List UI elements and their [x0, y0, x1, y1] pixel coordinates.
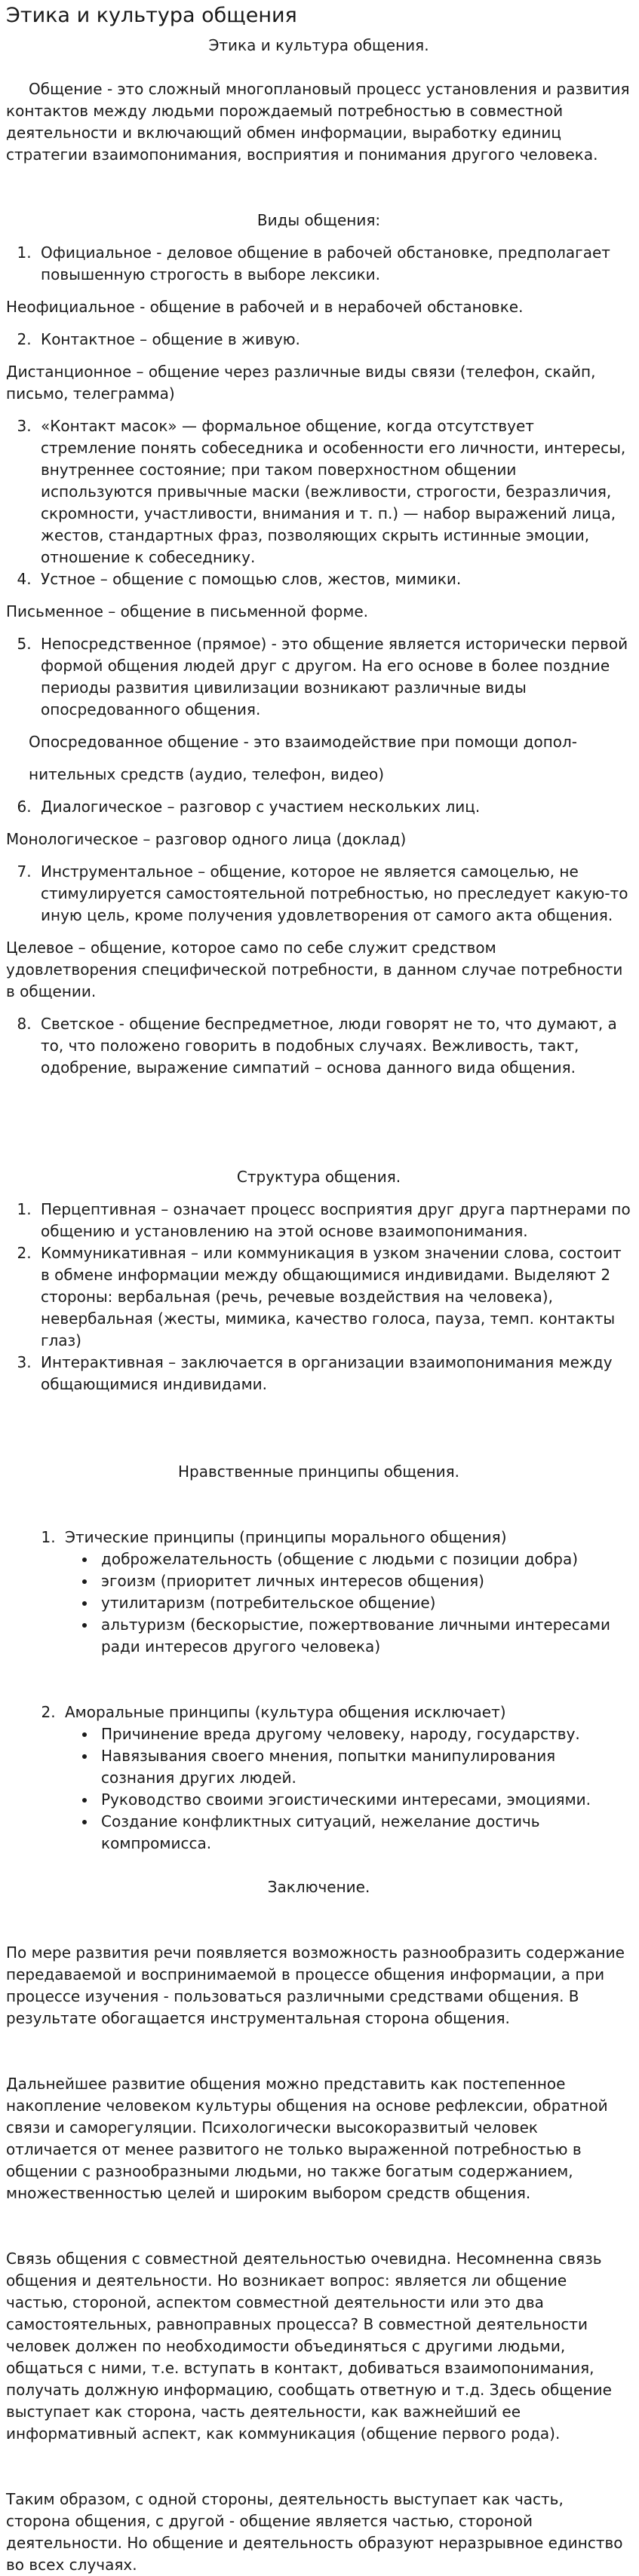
amoral-item: • Причинение вреда другому человеку, народу, государству.	[97, 1723, 631, 1745]
principles-heading: Нравственные принципы общения.	[178, 1463, 459, 1481]
type-item-dialogic: 6. Диалогическое – разговор с участием нескольких лиц.	[36, 796, 631, 818]
types-heading: Виды общения:	[257, 211, 381, 229]
types-list-1	[6, 242, 631, 286]
type-item-direct: 5. Непосредственное (прямое) - это общение является исторически первой формой общения людей друг с другом. На его основе в более поздние периоды развития цивилизации возникают различные виды опосредованного общения.	[36, 633, 631, 721]
ethical-item: • эгоизм (приоритет личных интересов общения)	[97, 1570, 631, 1592]
type-informal: Неофициальное - общение в рабочей и в нерабочей обстановке.	[6, 298, 524, 316]
principles-amoral-label: Аморальные принципы (культура общения исключает)	[65, 1703, 506, 1721]
types-list-8	[6, 1013, 631, 1079]
ethical-item: • доброжелательность (общение с людьми с позиции добра)	[97, 1548, 631, 1570]
types-list-6	[6, 796, 631, 818]
types-list-7	[6, 861, 631, 927]
conclusion-paragraph: По мере развития речи появляется возможность разнообразить содержание передаваемой и воспринимаемой в процессе общения информации, а при процессе изучения - пользоваться различными средствами общения. В результате обогащается инструментальная сторона общения.	[6, 1943, 625, 2027]
document	[0, 3, 639, 2576]
ethical-item: • утилитаризм (потребительское общение)	[97, 1592, 631, 1614]
types-list-5	[6, 633, 631, 721]
type-item-oral: 4. Устное – общение с помощью слов, жестов, мимики.	[36, 568, 631, 590]
principles-list-ethical	[6, 1527, 631, 1658]
type-target: Целевое – общение, которое само по себе служит средством удовлетворения специфической потребности, в данном случае потребности в общении.	[6, 939, 623, 1000]
document-subtitle: Этика и культура общения.	[208, 36, 429, 54]
amoral-bullets	[65, 1723, 631, 1855]
types-list-2	[6, 329, 631, 351]
conclusion-heading: Заключение.	[267, 1878, 370, 1896]
structure-list	[6, 1199, 631, 1395]
type-item-secular: 8. Светское - общение беспредметное, люди говорят не то, что думают, а то, что положено говорить в подобных случаях. Вежливость, такт, одобрение, выражение симпатий – основа данного вида общения.	[36, 1013, 631, 1079]
type-item-official: 1. Официальное - деловое общение в рабочей обстановке, предполагает повышенную строгость в выборе лексики.	[36, 242, 631, 286]
principles-amoral	[60, 1702, 631, 1855]
document-title: Этика и культура общения	[6, 4, 297, 27]
amoral-item: • Руководство своими эгоистическими интересами, эмоциями.	[97, 1789, 631, 1811]
ethical-bullets	[65, 1548, 631, 1658]
conclusion-paragraph: Таким образом, с одной стороны, деятельность выступает как часть, сторона общения, с другой - общение является частью, стороной деятельности. Но общение и деятельность образуют неразрывное единство во всех случаях.	[6, 2490, 623, 2574]
type-item-contact: 2. Контактное – общение в живую.	[36, 329, 631, 351]
type-mediated-line2: нительных средств (аудио, телефон, видео)	[29, 765, 385, 783]
type-item-masks: 3. «Контакт масок» — формальное общение, когда отсутствует стремление понять собеседника и особенности его личности, интересы, внутреннее состояние; при таком поверхностном общении используются привычные маски (вежливости, строгости, безразличия, скромности, участливости, внимания и т. п.) — набор выражений лица, жестов, стандартных фраз, позволяющих скрыть истинные эмоции, отношение к собеседнику.	[36, 415, 631, 568]
ethical-item: • альтуризм (бескорыстие, пожертвование личными интересами ради интересов другого человека)	[97, 1614, 631, 1658]
structure-item-communicative: 2. Коммуникативная – или коммуникация в узком значении слова, состоит в обмене информации между общающимися индивидами. Выделяют 2 стороны: вербальная (речь, речевые воздействия на человека), невербальная (жесты, мимика, качество голоса, пауза, темп. контакты глаз)	[36, 1242, 631, 1352]
intro-paragraph: Общение - это сложный многоплановый процесс установления и развития контактов между людьми порождаемый потребностью в совместной деятельности и включающий обмен информации, выработку единиц стратегии взаимопонимания, восприятия и понимания другого человека.	[6, 80, 630, 164]
type-written: Письменное – общение в письменной форме.	[6, 602, 368, 620]
amoral-item: • Создание конфликтных ситуаций, нежелание достичь компромисса.	[97, 1811, 631, 1855]
structure-heading: Структура общения.	[236, 1168, 401, 1186]
principles-ethical-label: Этические принципы (принципы морального общения)	[65, 1528, 507, 1546]
types-list-3	[6, 415, 631, 590]
type-item-instrumental: 7. Инструментальное – общение, которое не является самоцелью, не стимулируется самостоятельной потребностью, но преследует какую-то иную цель, кроме получения удовлетворения от самого акта общения.	[36, 861, 631, 927]
structure-item-interactive: 3. Интерактивная – заключается в организации взаимопонимания между общающимися индивидами.	[36, 1352, 631, 1395]
type-mediated-line1: Опосредованное общение - это взаимодействие при помощи допол-	[29, 733, 578, 751]
conclusion-paragraph: Связь общения с совместной деятельностью очевидна. Несомненна связь общения и деятельности. Но возникает вопрос: является ли общение частью, стороной, аспектом совместной деятельности или это два самостоятельных, равноправных процесса? В совместной деятельности человек должен по необходимости объединяться с другими людьми, общаться с ними, т.е. вступать в контакт, добиваться взаимопонимания, получать должную информацию, сообщать ответную и т.д. Здесь общение выступает как сторона, часть деятельности, как важнейший ее информативный аспект, как коммуникация (общение первого рода).	[6, 2250, 612, 2443]
type-remote: Дистанционное – общение через различные виды связи (телефон, скайп, письмо, телеграмма)	[6, 363, 596, 403]
type-monologic: Монологическое – разговор одного лица (доклад)	[6, 830, 407, 848]
principles-list-amoral	[6, 1702, 631, 1855]
amoral-item: • Навязывания своего мнения, попытки манипулирования сознания других людей.	[97, 1745, 631, 1789]
structure-item-perceptive: 1. Перцептивная – означает процесс восприятия друг друга партнерами по общению и установлению на этой основе взаимопонимания.	[36, 1199, 631, 1242]
conclusion-paragraph: Дальнейшее развитие общения можно представить как постепенное накопление человеком культуры общения на основе рефлексии, обратной связи и саморегуляции. Психологически высокоразвитый человек отличается от менее развитого не только выраженной потребностью в общении с разнообразными людьми, но также богатым содержанием, множественностью целей и широким выбором средств общения.	[6, 2075, 608, 2202]
principles-ethical	[60, 1527, 631, 1658]
